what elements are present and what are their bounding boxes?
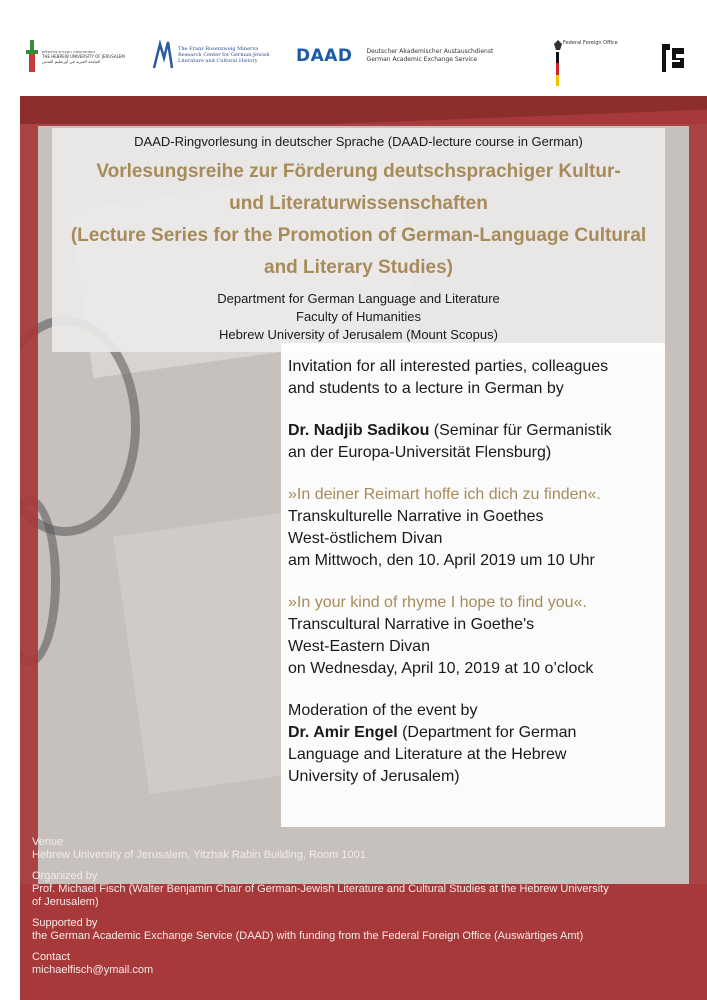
organized-label: Organized by [32, 870, 98, 882]
department-name: Department for German Language and Literature [217, 291, 500, 306]
rosenzweig-logo [152, 40, 278, 70]
speaker-line [288, 420, 660, 442]
lb-emblem-icon [660, 42, 686, 74]
moderator-affiliation-3: University of Jerusalem) [288, 768, 460, 785]
organized-text-2: of Jerusalem) [32, 896, 99, 908]
daad-line-de: Deutscher Akademischer Austauschdienst [366, 48, 494, 55]
title-en-line-1: (Lecture Series for the Promotion of German-Language Cultural [70, 225, 647, 246]
moderator-affiliation-2: Language and Literature at the Hebrew [288, 746, 567, 763]
rosenzweig-line-1: The Franz Rosenzweig Minerva [178, 46, 259, 52]
german-flag-icon [556, 52, 559, 86]
rosenzweig-line-2: Research Center for German-Jewish [178, 52, 270, 58]
lecture-subtitle-en-2: West-Eastern Divan [288, 638, 430, 655]
huji-line-hebrew: האוניברסיטה העברית בירושלים [42, 48, 96, 54]
huji-line-arabic: الجامعة العبرية في أورشليم القدس [42, 58, 101, 64]
contact-email[interactable]: michaelfisch@ymail.com [32, 964, 154, 976]
moderation-line: Moderation of the event by [288, 702, 478, 719]
lecture-date-de: am Mittwoch, den 10. April 2019 um 10 Uhr [288, 552, 595, 569]
lecture-date-en: on Wednesday, April 10, 2019 at 10 o’clock [288, 660, 594, 677]
speaker-affiliation-2: an der Europa-Universität Flensburg) [288, 444, 552, 461]
speaker-affiliation-1: (Seminar für Germanistik [429, 422, 612, 439]
department-block [52, 290, 665, 344]
huji-logo [26, 40, 132, 72]
eagle-icon [554, 40, 562, 50]
invitation-line-1: Invitation for all interested parties, colleagues [288, 358, 609, 375]
organized-text-1: Prof. Michael Fisch (Walter Benjamin Chair of German-Jewish Literature and Cultural Studies at the Hebrew University [32, 883, 609, 895]
lecture-title-de: »In deiner Reimart hoffe ich dich zu finden«. [288, 486, 601, 503]
speaker-name: Dr. Nadjib Sadikou [288, 422, 430, 439]
university-name: Hebrew University of Jerusalem (Mount Scopus) [219, 327, 498, 342]
supported-text: the German Academic Exchange Service (DAAD) with funding from the Federal Foreign Office (Auswärtiges Amt) [32, 930, 584, 942]
moderator-affiliation-1: (Department for German [397, 724, 577, 741]
moderator-line [288, 722, 660, 744]
lecture-title-en: »In your kind of rhyme I hope to find you«. [288, 594, 587, 611]
course-line: DAAD-Ringvorlesung in deutscher Sprache (DAAD-lecture course in German) [134, 134, 583, 149]
daad-logo [296, 46, 517, 66]
venue-block [32, 836, 692, 862]
venue-text: Hebrew University of Jerusalem, Yitzhak Rabin Building, Room 1001 [32, 849, 366, 861]
logo-strip [0, 0, 707, 108]
rosenzweig-emblem-icon [152, 40, 174, 70]
federal-foreign-office-logo [556, 40, 618, 86]
lecture-subtitle-de-1: Transkulturelle Narrative in Goethes [288, 508, 544, 525]
title-de-line-1: Vorlesungsreihe zur Förderung deutschsprachiger Kultur- [96, 161, 621, 182]
faculty-name: Faculty of Humanities [296, 309, 421, 324]
lecture-subtitle-de-2: West-östlichem Divan [288, 530, 443, 547]
rosenzweig-line-3: Literature and Cultural History [178, 58, 258, 64]
contact-block [32, 951, 692, 977]
huji-emblem-icon [26, 40, 38, 72]
series-title [52, 156, 665, 284]
ffo-label: Federal Foreign Office [563, 40, 618, 46]
daad-brand: DAAD [296, 46, 353, 66]
supporter-block [32, 917, 692, 943]
contact-label: Contact [32, 951, 70, 963]
lb-logo [660, 42, 686, 74]
title-de-line-2: und Literaturwissenschaften [229, 193, 488, 214]
footer-info [32, 836, 692, 985]
invitation-body [288, 356, 660, 788]
lecture-subtitle-en-1: Transcultural Narrative in Goethe's [288, 616, 535, 633]
venue-label: Venue [32, 836, 64, 848]
organizer-block [32, 870, 692, 909]
title-en-line-2: and Literary Studies) [264, 257, 453, 278]
daad-line-en: German Academic Exchange Service [366, 56, 478, 63]
huji-line-english: THE HEBREW UNIVERSITY OF JERUSALEM [42, 53, 125, 59]
invitation-line-2: and students to a lecture in German by [288, 380, 564, 397]
moderator-name: Dr. Amir Engel [288, 724, 398, 741]
supported-label: Supported by [32, 917, 98, 929]
